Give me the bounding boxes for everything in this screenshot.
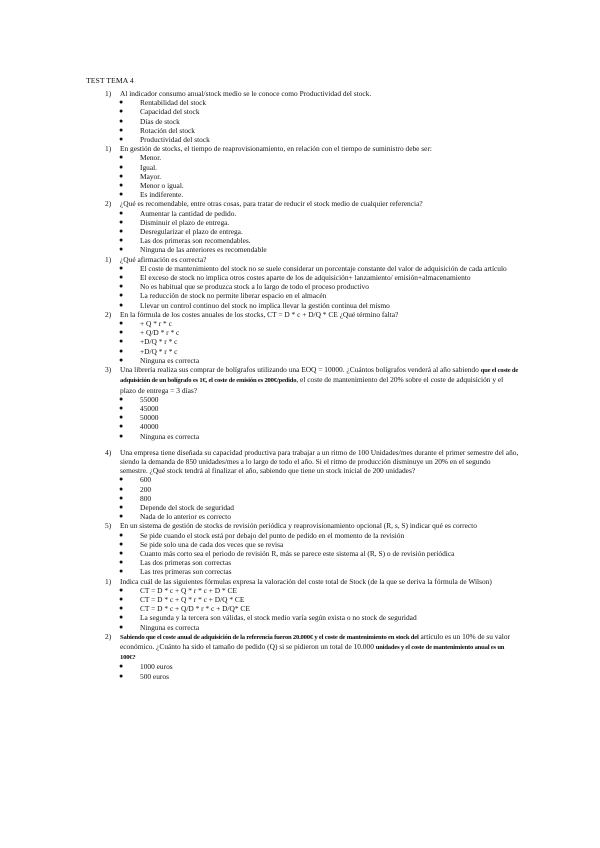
bullet-icon: ● — [119, 662, 124, 671]
question-number: 4) — [105, 447, 112, 457]
question — [0, 577, 600, 632]
question — [0, 448, 600, 522]
answer-option — [119, 613, 520, 623]
answer-option-text: CT = D * c + Q * r * c + D/Q * CE — [140, 594, 245, 604]
answer-option — [119, 422, 520, 432]
answer-option — [119, 594, 520, 604]
bullet-icon: ● — [119, 181, 124, 190]
answer-option-text: Desregularizar el plazo de entrega. — [140, 227, 243, 237]
answer-option-text: Cuanto más corto sea el periodo de revisión R, más se parece este sistema al (R, S) o de revisión periódica — [140, 548, 455, 558]
answer-options — [0, 531, 600, 577]
bullet-icon: ● — [119, 422, 124, 431]
bullet-icon: ● — [119, 273, 124, 282]
answer-option-text: Días de stock — [140, 116, 180, 126]
answer-option-text: +D/Q * r * c — [140, 346, 178, 356]
bullet-icon: ● — [119, 208, 124, 217]
answer-option-text: 600 — [140, 475, 152, 485]
question-number: 2) — [105, 631, 112, 641]
answer-options — [0, 209, 600, 255]
answer-option — [119, 671, 520, 681]
bullet-icon: ● — [119, 236, 124, 245]
answer-option-text: Es indiferente. — [140, 190, 184, 200]
question — [0, 365, 600, 441]
question-text: En gestión de stocks, el tiempo de reaprovisionamiento, en relación con el tiempo de suministro debe ser: — [120, 144, 432, 154]
question-text: Al indicador consumo anual/stock medio se le conoce como Productividad del stock. — [120, 89, 372, 98]
page-title: TEST TEMA 4 — [86, 76, 134, 85]
answer-option-text: CT = D * c + Q/D * r * c + D/Q* CE — [140, 604, 250, 614]
answer-option — [119, 135, 520, 145]
spacer — [0, 441, 600, 448]
question-text — [120, 365, 520, 395]
answer-options — [0, 395, 600, 441]
question-text-segment: Una librería realiza sus comprar de bolígrafos utilizando una EOQ = 10000. ¿Cuántos bolígrafos venderá al año sabiendo — [120, 365, 481, 375]
question — [0, 144, 600, 199]
bullet-icon: ● — [119, 227, 124, 236]
bullet-icon: ● — [119, 539, 124, 548]
bullet-icon: ● — [119, 153, 124, 162]
answer-option-text: Ninguna es correcta — [140, 355, 200, 365]
bullet-icon: ● — [119, 622, 124, 631]
answer-option-text: + Q * r * c — [140, 319, 172, 329]
answer-option-text: Las tres primeras son correctas — [140, 567, 232, 577]
question-text-emphasis: unidades y el coste de mantenimiento anual es un 100€? — [120, 643, 505, 662]
question-number: 5) — [105, 521, 112, 531]
answer-option-text: 1000 euros — [140, 662, 173, 672]
answer-option — [119, 662, 520, 672]
bullet-icon: ● — [119, 394, 124, 403]
bullet-icon: ● — [119, 355, 124, 364]
bullet-icon: ● — [119, 291, 124, 300]
answer-option — [119, 162, 520, 172]
bullet-icon: ● — [119, 319, 124, 328]
answer-option-text: Menor o igual. — [140, 181, 184, 191]
bullet-icon: ● — [119, 484, 124, 493]
answer-option — [119, 227, 520, 237]
bullet-icon: ● — [119, 300, 124, 309]
answer-options — [0, 153, 600, 199]
question-text: En la fórmula de los costes anuales de los stocks, CT = D * c + D/Q * CE ¿Qué término falta? — [120, 309, 399, 319]
answer-option — [119, 403, 520, 413]
answer-option-text: Disminuir el plazo de entrega. — [140, 217, 230, 227]
bullet-icon: ● — [119, 116, 124, 125]
question — [0, 199, 600, 254]
bullet-icon: ● — [119, 585, 124, 594]
answer-option — [119, 171, 520, 181]
answer-option — [119, 153, 520, 163]
answer-option-text: No es habitual que se produzca stock a lo largo de todo el proceso productivo — [140, 282, 369, 292]
answer-option-text: Se pide cuando el stock está por debajo del punto de pedido en el momento de la revisión — [140, 530, 405, 540]
bullet-icon: ● — [119, 98, 124, 107]
answer-options — [0, 475, 600, 521]
answer-option-text: 500 euros — [140, 671, 169, 681]
answer-option-text: + Q/D * r * c — [140, 328, 180, 338]
answer-option — [119, 539, 520, 549]
bullet-icon: ● — [119, 282, 124, 291]
answer-options — [0, 98, 600, 144]
answer-option-text: CT = D * c + Q * r * c + D * CE — [140, 585, 237, 595]
answer-option — [119, 181, 520, 191]
question-text-segment: , el coste de mantenimiento del 20% sobre el coste de adquisición y el plazo de entrega = 3 días? — [120, 375, 504, 395]
question-text: Indica cuál de las siguientes fórmulas expresa la valoración del coste total de Stock (de la que se deriva la fórmula de Wilson) — [120, 576, 492, 586]
question — [0, 310, 600, 365]
question-number: 1) — [105, 89, 112, 98]
question — [0, 521, 600, 576]
answer-option — [119, 328, 520, 338]
answer-option — [119, 475, 520, 485]
answer-option — [119, 567, 520, 577]
bullet-icon: ● — [119, 245, 124, 254]
answer-option-text: 800 — [140, 493, 152, 503]
bullet-icon: ● — [119, 613, 124, 622]
answer-option — [119, 125, 520, 135]
answer-option-text: 200 — [140, 484, 152, 494]
answer-option-text: +D/Q * r * c — [140, 337, 178, 347]
answer-option-text: Ninguna es correcta — [140, 431, 200, 441]
answer-option — [119, 355, 520, 365]
answer-option — [119, 622, 520, 632]
question-number: 1) — [105, 144, 112, 154]
answer-option-text: 45000 — [140, 403, 159, 413]
question-list — [0, 89, 600, 681]
bullet-icon: ● — [119, 671, 124, 680]
question-text-emphasis: que el coste de adquisición de un bolígrafo es 1€, el coste de emisión es 200€/pedido — [120, 367, 519, 385]
answer-option — [119, 585, 520, 595]
bullet-icon: ● — [119, 403, 124, 412]
answer-option-text: Rentabilidad del stock — [140, 98, 207, 108]
answer-option-text: Rotación del stock — [140, 125, 196, 135]
answer-option — [119, 502, 520, 512]
question-number: 2) — [105, 309, 112, 319]
answer-option — [119, 548, 520, 558]
bullet-icon: ● — [119, 217, 124, 226]
question-number: 3) — [105, 365, 112, 375]
answer-option-text: La segunda y la tercera son válidas, el stock medio varía según exista o no stock de seguridad — [140, 613, 417, 623]
answer-option-text: Ninguna es correcta — [140, 622, 200, 632]
answer-option-text: Las dos primeras son recomendables. — [140, 236, 251, 246]
answer-option-text: El coste de mantenimiento del stock no se suele considerar un porcentaje constante del valor de adquisición de cada artículo — [140, 263, 507, 273]
answer-option-text: El exceso de stock no implica otros costes aparte de los de adquisición+ lanzamiento/ emisión+almacenamiento — [140, 273, 471, 283]
question-text: ¿Qué afirmación es correcta? — [120, 254, 207, 264]
question — [0, 632, 600, 681]
answer-option-text: Mayor. — [140, 171, 162, 181]
question-number: 1) — [105, 254, 112, 264]
answer-options — [0, 662, 600, 680]
answer-option — [119, 245, 520, 255]
bullet-icon: ● — [119, 512, 124, 521]
answer-option-text: La reducción de stock no permite liberar espacio en el almacén — [140, 291, 327, 301]
answer-option — [119, 431, 520, 441]
answer-option-text: Menor. — [140, 153, 162, 163]
answer-options — [0, 319, 600, 365]
answer-option-text: Productividad del stock — [140, 135, 210, 145]
question-text: En un sistema de gestión de stocks de revisión periódica y reaprovisionamiento opcional (R, s, S) indicar qué es correcto — [120, 521, 477, 531]
answer-option — [119, 394, 520, 404]
bullet-icon: ● — [119, 475, 124, 484]
answer-option-text: 50000 — [140, 413, 159, 423]
question-number: 2) — [105, 199, 112, 209]
bullet-icon: ● — [119, 162, 124, 171]
answer-option — [119, 263, 520, 273]
bullet-icon: ● — [119, 107, 124, 116]
answer-option — [119, 291, 520, 301]
answer-option — [119, 530, 520, 540]
answer-option — [119, 116, 520, 126]
answer-option — [119, 236, 520, 246]
bullet-icon: ● — [119, 604, 124, 613]
answer-option-text: Se pide solo una de cada dos veces que se revisa — [140, 539, 284, 549]
answer-option-text: Capacidad del stock — [140, 107, 200, 117]
answer-option-text: Ninguna de las anteriores es recomendable — [140, 245, 267, 255]
question-text — [120, 632, 520, 663]
bullet-icon: ● — [119, 493, 124, 502]
question-text-emphasis: Sabiendo que el coste anual de adquisición de la referencia fueron 20.000€ y el coste de mantenimiento en stock del — [120, 633, 419, 641]
bullet-icon: ● — [119, 548, 124, 557]
bullet-icon: ● — [119, 502, 124, 511]
answer-option — [119, 300, 520, 310]
bullet-icon: ● — [119, 530, 124, 539]
answer-option — [119, 208, 520, 218]
question-text-segment: artículo es un 10% de su valor económico. ¿Cuánto ha sido el tamaño de pedido (Q) si se pidieron un total de 10.000 — [120, 631, 510, 651]
question — [0, 89, 600, 144]
question — [0, 255, 600, 310]
bullet-icon: ● — [119, 567, 124, 576]
answer-option — [119, 337, 520, 347]
answer-option-text: Llevar un control continuo del stock no implica llevar la gestión continua del mismo — [140, 300, 390, 310]
answer-option — [119, 190, 520, 200]
answer-option-text: 55000 — [140, 394, 159, 404]
answer-option-text: Aumentar la cantidad de pedido. — [140, 208, 237, 218]
answer-option — [119, 493, 520, 503]
answer-option — [119, 273, 520, 283]
answer-option-text: 40000 — [140, 422, 159, 432]
answer-option — [119, 107, 520, 117]
bullet-icon: ● — [119, 263, 124, 272]
bullet-icon: ● — [119, 413, 124, 422]
bullet-icon: ● — [119, 125, 124, 134]
question-text: ¿Qué es recomendable, entre otras cosas, para tratar de reducir el stock medio de cualquier referencia? — [120, 199, 423, 209]
answer-option — [119, 512, 520, 522]
bullet-icon: ● — [119, 337, 124, 346]
bullet-icon: ● — [119, 328, 124, 337]
answer-option — [119, 484, 520, 494]
answer-option-text: Las dos primeras son correctas — [140, 558, 232, 568]
answer-option — [119, 217, 520, 227]
bullet-icon: ● — [119, 171, 124, 180]
answer-option-text: Depende del stock de seguridad — [140, 502, 234, 512]
answer-option — [119, 604, 520, 614]
answer-option — [119, 282, 520, 292]
bullet-icon: ● — [119, 431, 124, 440]
answer-option-text: Nada de lo anterior es correcto — [140, 512, 231, 522]
bullet-icon: ● — [119, 558, 124, 567]
question-text: Una empresa tiene diseñada su capacidad productiva para trabajar a un ritmo de 100 Unidades/mes durante el primer semestre del año, siendo la demanda de 850 unidades/mes a lo largo de todo el año. Si el ritmo de producción disminuye un 20% en el segundo semestre. ¿Qué stock tendrá al finalizar el año, sabiendo que tiene un stock inicial de 200 unidades? — [120, 447, 519, 476]
answer-option-text: Igual. — [140, 162, 158, 172]
bullet-icon: ● — [119, 346, 124, 355]
bullet-icon: ● — [119, 135, 124, 144]
question-number: 1) — [105, 576, 112, 586]
answer-option — [119, 346, 520, 356]
answer-options — [0, 586, 600, 632]
answer-options — [0, 264, 600, 310]
bullet-icon: ● — [119, 594, 124, 603]
bullet-icon: ● — [119, 190, 124, 199]
answer-option — [119, 558, 520, 568]
answer-option — [119, 319, 520, 329]
answer-option — [119, 98, 520, 108]
answer-option — [119, 413, 520, 423]
